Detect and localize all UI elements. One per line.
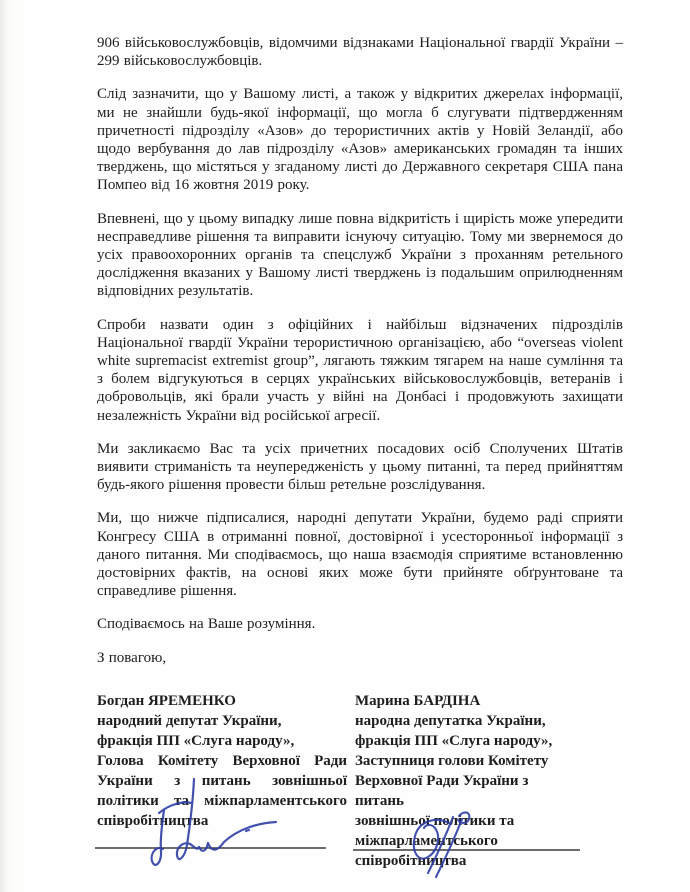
signatory-title-line: співробітництва — [355, 852, 467, 869]
signatory-title-line: міжпарламентського — [355, 832, 498, 849]
signatory-title-line: України з питань зовнішньої — [97, 772, 347, 789]
paragraph: Слід зазначити, що у Вашому листі, а також у відкритих джерелах інформації, ми не знайшли будь-якої інформації, що могла б слугувати підтвердженням причетності підрозділу «Азов» до терористичних актів у Новій Зеландії, або щодо вербування до лав підрозділу «Азов» американських громадян та інших тверджень, що містяться у згаданому листі до Державного секретаря США пана Помпео від 16 жовтня 2019 року. — [97, 86, 623, 194]
signatory-block-yaremenko — [97, 691, 347, 871]
signatory-name: Богдан ЯРЕМЕНКО — [97, 692, 236, 709]
signatory-title-line: народна депутатка України, — [355, 712, 546, 729]
closing-hope-line: Сподіваємось на Ваше розуміння. — [97, 616, 316, 633]
signatory-title-line: політики та міжпарламентського — [97, 792, 347, 809]
paragraph: Впевнені, що у цьому випадку лише повна відкритість і щирість може упередити несправедливе рішення та виправити існуючу ситуацію. Тому ми звернемося до усіх правоохоронних органів та спецслужб України з проханням ретельного дослідження вказаних у Вашому листі тверджень із подальшим оприлюдненням відповідних результатів. — [97, 210, 623, 300]
signatory-title-line: фракція ПП «Слуга народу», — [97, 732, 295, 749]
paragraph: 906 військовослужбовців, відомчими відзнаками Національної гвардії України – 299 військовослужбовців. — [97, 35, 623, 70]
paragraph: Спроби назвати один з офіційних і найбільш відзначених підрозділів Національної гвардії України терористичною організацією, або “overseas violent white supremacist extremist group”, лягають тяжким тягарем на наше сумління та з болем відгукуються в серцях українських військовослужбовців, ветеранів і добровольців, які брали участь у війні на Донбасі і продовжують захищати незалежність України від російської агресії. — [97, 316, 623, 424]
closing-salutation: З повагою, — [97, 649, 167, 666]
signatory-title-line: співробітництва — [97, 812, 209, 829]
paragraph: Ми, що нижче підписалися, народні депутати України, будемо раді сприяти Конгресу США в отриманні повної, достовірної і усесторонньої інформації з даного питання. Ми сподіваємось, що наша взаємодія сприятиме встановленню достовірних фактів, на основі яких може бути прийняте обґрунтоване та справедливе рішення. — [97, 510, 623, 600]
signatory-title-line: зовнішньої політики та — [355, 812, 515, 829]
signatory-name: Марина БАРДІНА — [355, 692, 481, 709]
signatory-block-bardina — [355, 691, 577, 871]
signatory-title-line: Заступниця голови Комітету — [355, 752, 549, 769]
signatory-title-line: Верховної Ради України з питань — [355, 772, 529, 809]
signatories-row — [97, 691, 623, 871]
signatory-title-line: народний депутат України, — [97, 712, 282, 729]
paragraph: Ми закликаємо Вас та усіх причетних посадових осіб Сполучених Штатів виявити стриманість та неупередженість у цьому питанні, та перед прийняттям будь-якого рішення провести більш ретельне розслідування. — [97, 440, 623, 494]
signatory-title-line: Голова Комітету Верховної Ради — [97, 752, 347, 769]
signatory-title-line: фракція ПП «Слуга народу», — [355, 732, 553, 749]
